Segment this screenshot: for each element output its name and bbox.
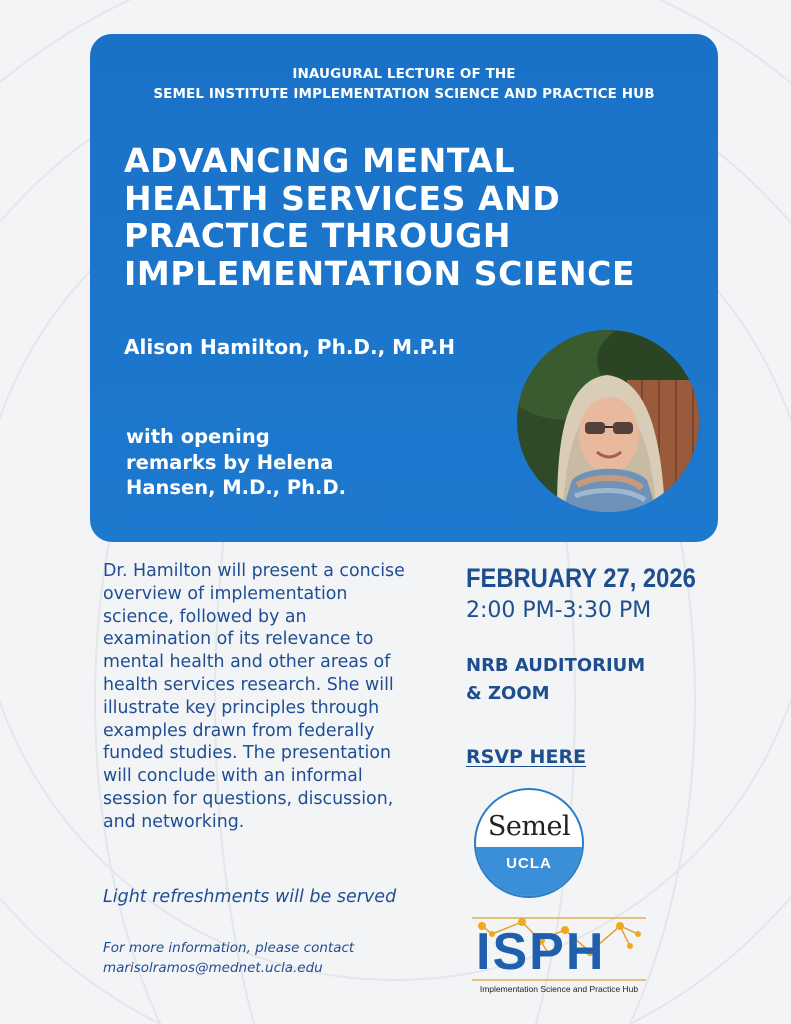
lecture-title-line-2: HEALTH SERVICES AND	[124, 178, 561, 218]
event-time: 2:00 PM-3:30 PM	[466, 598, 652, 623]
description-line: examples drawn from federally	[103, 720, 375, 741]
rsvp-link[interactable]: RSVP HERE	[466, 746, 587, 768]
isph-caption: Implementation Science and Practice Hub	[479, 984, 639, 994]
venue-line-1: NRB AUDITORIUM	[466, 655, 646, 676]
description-line: and networking.	[103, 811, 245, 832]
opening-remarks-line-3: Hansen, M.D., Ph.D.	[126, 476, 347, 499]
event-venue	[466, 652, 645, 708]
overline-line-1: INAUGURAL LECTURE OF THE	[292, 66, 516, 82]
event-description	[103, 560, 433, 834]
contact-line: For more information, please contact	[103, 940, 355, 956]
description-line: examination of its relevance to	[103, 629, 374, 650]
overline-line-2: SEMEL INSTITUTE IMPLEMENTATION SCIENCE AND PRACTICE HUB	[153, 86, 655, 102]
overline	[90, 64, 718, 104]
lecture-title-line-3: PRACTICE THROUGH	[124, 216, 512, 255]
semel-ucla-logo	[474, 788, 584, 898]
isph-wordmark: ISPH	[476, 923, 606, 981]
lecture-title-line-4: IMPLEMENTATION SCIENCE	[124, 253, 636, 293]
description-line: overview of implementation	[103, 583, 348, 604]
refreshments-note: Light refreshments will be served	[103, 887, 397, 907]
speaker-portrait	[517, 330, 699, 512]
isph-logo	[470, 912, 648, 1004]
description-line: illustrate key principles through	[103, 697, 380, 718]
contact-info	[103, 938, 423, 978]
lecture-title	[124, 142, 704, 292]
description-line: session for questions, discussion,	[103, 788, 394, 809]
lecture-title-line-1: ADVANCING MENTAL	[124, 141, 516, 180]
description-line: science, followed by an	[103, 606, 307, 627]
description-line: health services research. She will	[103, 674, 394, 695]
speaker-name: Alison Hamilton, Ph.D., M.P.H	[124, 335, 455, 359]
opening-remarks-line-2: remarks by Helena	[126, 450, 334, 474]
ucla-wordmark: UCLA	[506, 855, 552, 872]
event-date: FEBRUARY 27, 2026	[466, 563, 696, 593]
opening-remarks-line-1: with opening	[126, 425, 270, 448]
venue-line-2: & ZOOM	[466, 683, 550, 704]
description-line: will conclude with an informal	[103, 766, 363, 787]
contact-email: marisolramos@mednet.ucla.edu	[103, 960, 323, 976]
description-line: mental health and other areas of	[103, 652, 391, 673]
opening-remarks	[126, 424, 426, 501]
semel-wordmark: Semel	[487, 811, 571, 842]
description-line: funded studies. The presentation	[103, 743, 392, 764]
description-line: Dr. Hamilton will present a concise	[103, 561, 405, 581]
